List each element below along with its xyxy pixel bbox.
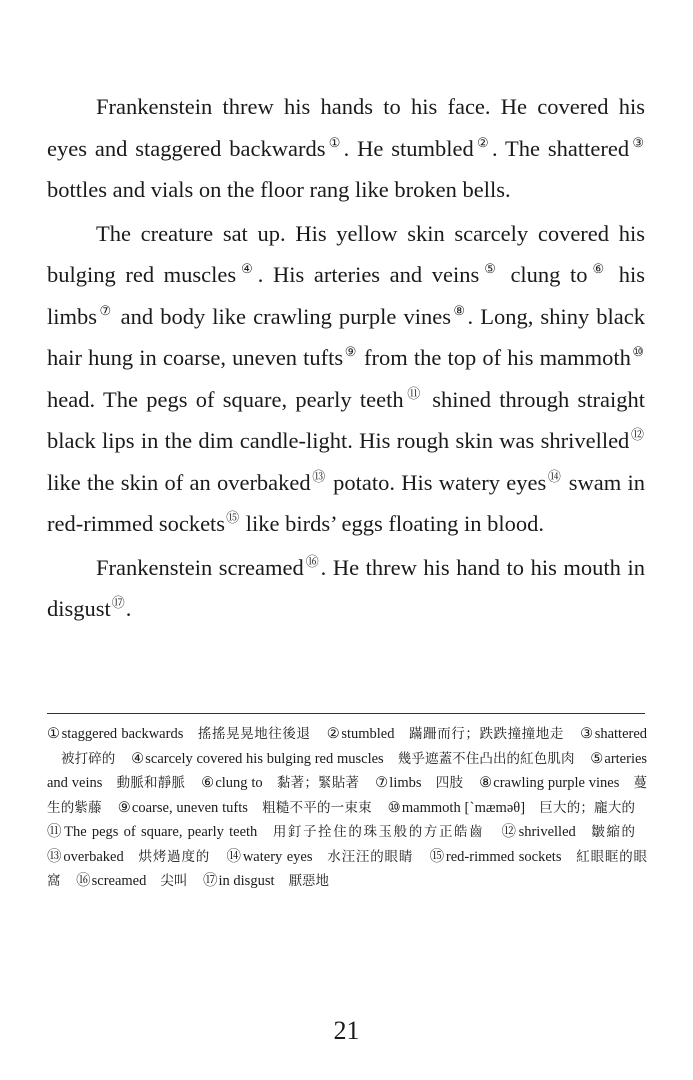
footnote-translation: 四肢 [435, 775, 464, 791]
footnote-translation: 被打碎的 [61, 750, 116, 767]
paragraph-text: Frankenstein screamed [96, 554, 304, 580]
footnote-marker: ⑰ [111, 595, 125, 610]
footnote-marker: ③ [630, 134, 645, 150]
footnote-translation: 用釘子拴住的珠玉般的方正皓齒 [271, 824, 485, 840]
paragraph [47, 547, 645, 630]
footnote-translation: 尖叫 [160, 873, 188, 889]
paragraph-text: . His arteries and veins [257, 262, 480, 287]
footnote-item [501, 824, 635, 840]
footnote-term: shrivelled [518, 824, 576, 840]
footnote-term: shattered [594, 726, 648, 742]
footnote-marker: ② [474, 134, 491, 150]
footnote-divider [47, 713, 645, 714]
footnotes [47, 722, 647, 894]
footnote-number: ① [47, 726, 61, 742]
footnote-item [76, 873, 187, 889]
footnote-translation: 幾乎遮蓋不住凸出的紅色肌肉 [397, 750, 575, 767]
footnote-number: ⑯ [76, 873, 91, 889]
footnote-marker: ⑪ [404, 385, 423, 401]
footnote-translation: 動脈和靜脈 [116, 775, 186, 791]
paragraph-text: like the skin of an overbaked [47, 469, 311, 495]
paragraph-text: . Long, shiny black hair hung in coarse, uneven tufts [47, 303, 645, 370]
footnote-number: ③ [580, 726, 594, 742]
story-text [47, 86, 645, 632]
footnote-translation: 蹣跚而行；跌跌撞撞地走 [408, 726, 564, 742]
footnote-number: ⑮ [429, 848, 445, 865]
footnote-item [203, 873, 329, 889]
footnote-item [47, 726, 311, 742]
footnote-term: The pegs of square, pearly teeth [64, 824, 258, 840]
paragraph [47, 213, 645, 545]
footnote-translation: 蔓生的紫藤 [47, 775, 648, 816]
paragraph-text: and body like crawling purple vines [113, 303, 451, 329]
footnote-translation: 水汪汪的眼睛 [326, 848, 414, 865]
paragraph-text: . He threw his hand to his mouth in disgust [47, 554, 645, 621]
footnote-translation: 紅眼眶的眼窩 [47, 848, 648, 889]
footnote-item [47, 849, 210, 865]
footnote-marker: ⑫ [630, 427, 644, 442]
paragraph-text: . He stumbled [343, 135, 474, 161]
footnote-number: ⑧ [479, 775, 493, 791]
footnote-number: ⑤ [590, 750, 604, 767]
footnote-number: ⑬ [47, 848, 63, 865]
paragraph-text: bottles and vials on the floor rang like broken bells. [47, 177, 511, 202]
footnote-term: arteries and veins [47, 750, 648, 791]
footnote-item [388, 800, 635, 816]
footnote-marker: ④ [237, 261, 257, 276]
paragraph [47, 86, 645, 211]
paragraph-text: from the top of his mammoth [357, 345, 631, 370]
footnote-translation: 巨大的；龐大的 [539, 799, 636, 816]
footnote-marker: ⑨ [344, 344, 357, 359]
paragraph-text: clung to [500, 262, 588, 287]
footnote-term: screamed [91, 873, 147, 889]
footnote-term: clung to [215, 775, 263, 791]
footnote-term: crawling purple vines [493, 775, 620, 791]
footnote-translation: 烘烤過度的 [137, 848, 211, 865]
paragraph-text: . The shattered [491, 135, 630, 161]
paragraph-text: The creature sat up. His yellow skin scarcely covered his bulging red muscles [47, 220, 645, 287]
paragraph-text: like birds’ eggs floating in blood. [240, 511, 545, 536]
page-number: 21 [333, 1016, 360, 1045]
footnote-number: ⑩ [387, 799, 401, 816]
footnote-item [375, 775, 463, 791]
paragraph-text: his limbs [47, 262, 645, 329]
footnote-number: ⑪ [47, 824, 64, 840]
footnote-item [201, 775, 359, 791]
footnote-term: red-rimmed sockets [445, 848, 562, 865]
footnote-translation: 黏著；緊貼著 [276, 775, 360, 791]
paragraph-text: head. The pegs of square, pearly teeth [47, 386, 404, 412]
footnote-term: limbs [389, 775, 422, 791]
footnote-number: ⑭ [226, 848, 242, 865]
footnote-number: ⑰ [203, 873, 218, 889]
footnote-number: ⑫ [501, 824, 518, 840]
footnote-item [131, 751, 574, 767]
footnote-item [118, 800, 372, 816]
footnote-translation: 厭惡地 [288, 873, 329, 889]
footnote-item [47, 824, 484, 840]
footnote-term: watery eyes [242, 848, 313, 865]
footnote-marker: ⑮ [226, 510, 240, 525]
footnote-number: ⑨ [117, 799, 131, 816]
footnote-marker: ⑭ [547, 468, 562, 484]
paragraph-text: Frankenstein threw his hands to his face. He covered his eyes and staggered backwards [47, 94, 645, 161]
footnote-translation: 粗糙不平的一束束 [261, 799, 372, 816]
paragraph-text: . [125, 596, 132, 621]
footnote-number: ⑥ [201, 775, 215, 791]
footnote-marker: ⑬ [311, 468, 326, 484]
paragraph-text: swam in red-rimmed sockets [47, 469, 645, 536]
footnote-item [327, 726, 564, 742]
footnote-marker: ⑩ [631, 344, 645, 359]
footnote-marker: ⑦ [98, 302, 113, 318]
footnote-marker: ⑧ [451, 302, 467, 318]
footnote-number: ④ [131, 750, 145, 767]
footnote-marker: ⑯ [304, 553, 320, 569]
footnote-marker: ⑥ [588, 261, 609, 276]
footnote-translation: 搖搖晃晃地往後退 [197, 726, 311, 742]
footnote-term: coarse, uneven tufts [131, 799, 248, 816]
footnote-item [227, 849, 414, 865]
footnote-marker: ⑤ [480, 261, 500, 276]
paragraph-text: shined through straight black lips in the dim candle-light. His rough skin was shrivelled [47, 386, 645, 453]
footnote-number: ② [326, 726, 341, 742]
footnote-term: scarcely covered his bulging red muscles [145, 750, 384, 767]
footnote-term: overbaked [63, 848, 124, 865]
footnote-number: ⑦ [375, 775, 389, 791]
footnote-term: in disgust [218, 873, 275, 889]
footnote-term: staggered backwards [61, 726, 184, 742]
footnote-marker: ① [326, 134, 343, 150]
footnote-term: mammoth [ˋmæməθ] [401, 799, 526, 816]
paragraph-text: potato. His watery eyes [326, 469, 547, 495]
footnote-term: stumbled [341, 726, 395, 742]
footnote-translation: 皺縮的 [589, 824, 636, 840]
